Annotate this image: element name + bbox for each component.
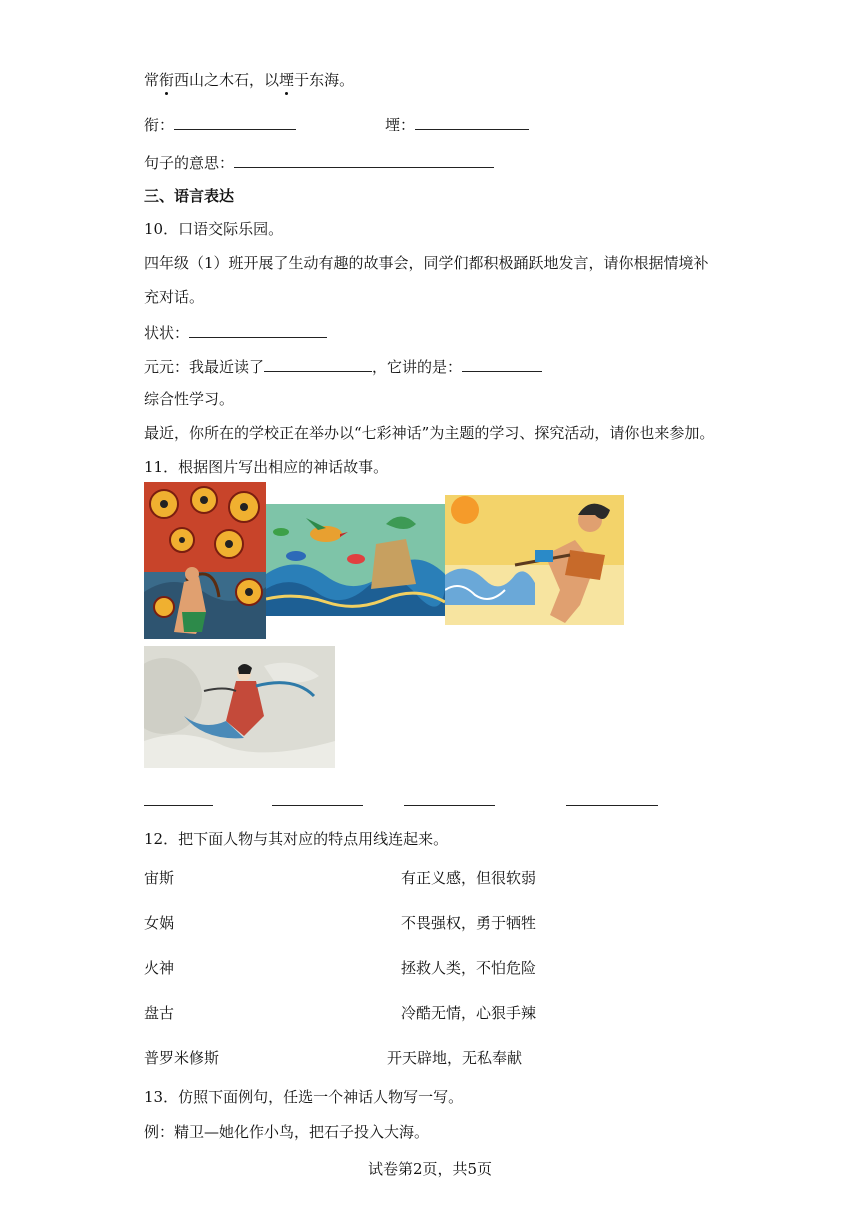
sentence-meaning-row (144, 151, 494, 173)
answer-blank-image-3[interactable] (404, 795, 495, 806)
character-trait[interactable]: 不畏强权，勇于牺牲 (401, 914, 537, 932)
character-name[interactable]: 女娲 (144, 914, 175, 932)
character-name[interactable]: 普罗米修斯 (144, 1049, 220, 1067)
character-name[interactable]: 盘古 (144, 1004, 175, 1022)
character-trait[interactable]: 有正义感，但很软弱 (401, 869, 537, 887)
hou-yi-shooting-suns-image (144, 482, 266, 639)
character-trait[interactable]: 开天辟地，无私奉献 (387, 1049, 523, 1067)
q13-example: 例：精卫—她化作小鸟，把石子投入大海。 (144, 1123, 430, 1141)
answer-blank-image-4[interactable] (566, 795, 658, 806)
meaning-label: 句子的意思： (144, 154, 235, 172)
answer-blank-image-1[interactable] (144, 795, 213, 806)
answer-blank-story[interactable] (462, 355, 542, 372)
sentence-part: 于东海。 (294, 71, 355, 89)
answer-blank-yin[interactable] (415, 113, 529, 130)
explain-label-xian: 衔： (144, 116, 175, 134)
page-footer: 试卷第2页，共5页 (367, 1160, 493, 1178)
dialogue-zhuangzhuang (144, 321, 327, 343)
jingwei-filling-sea-image (266, 504, 445, 616)
speaker-label: 状状： (144, 324, 190, 342)
answer-blank-image-2[interactable] (272, 795, 363, 806)
comprehensive-label: 综合性学习。 (144, 390, 235, 408)
sentence-part: 常 (144, 71, 160, 89)
answer-blank-meaning[interactable] (234, 151, 494, 168)
dialogue-yuanyuan (144, 355, 542, 377)
q10-intro-line1: 四年级（1）班开展了生动有趣的故事会，同学们都积极踊跃地发言，请你根据情境补 (144, 254, 709, 272)
explain-label-yin: 堙： (385, 116, 416, 134)
sentence-part: 西山之木石，以 (174, 71, 280, 89)
answer-blank-zhuangzhuang[interactable] (189, 321, 327, 338)
q10-intro-line2: 充对话。 (144, 288, 205, 306)
character-trait[interactable]: 拯救人类，不怕危险 (401, 959, 537, 977)
character-name[interactable]: 火神 (144, 959, 175, 977)
dotted-char-yin: 堙 (279, 71, 295, 89)
dialogue-text: ，它讲的是： (372, 358, 463, 376)
character-name[interactable]: 宙斯 (144, 869, 175, 887)
q12-title: 12．把下面人物与其对应的特点用线连起来。 (144, 830, 449, 848)
speaker-label: 元元：我最近读了 (144, 358, 265, 376)
activity-intro: 最近，你所在的学校正在举办以“七彩神话”为主题的学习、探究活动，请你也来参加。 (144, 424, 715, 442)
section-title: 三、语言表达 (144, 187, 235, 205)
q10-title: 10．口语交际乐园。 (144, 220, 284, 238)
change-flying-to-moon-image (144, 646, 335, 768)
dotted-char-xian: 衔 (159, 71, 175, 89)
classical-sentence (144, 70, 354, 90)
explain-yin-row (385, 113, 529, 135)
answer-blank-book[interactable] (264, 355, 372, 372)
explain-xian-row (144, 113, 296, 135)
kuafu-chasing-sun-image (445, 495, 624, 625)
character-trait[interactable]: 冷酷无情，心狠手辣 (401, 1004, 537, 1022)
q13-title: 13．仿照下面例句，任选一个神话人物写一写。 (144, 1088, 464, 1106)
answer-blank-xian[interactable] (174, 113, 296, 130)
q11-title: 11．根据图片写出相应的神话故事。 (144, 458, 389, 476)
